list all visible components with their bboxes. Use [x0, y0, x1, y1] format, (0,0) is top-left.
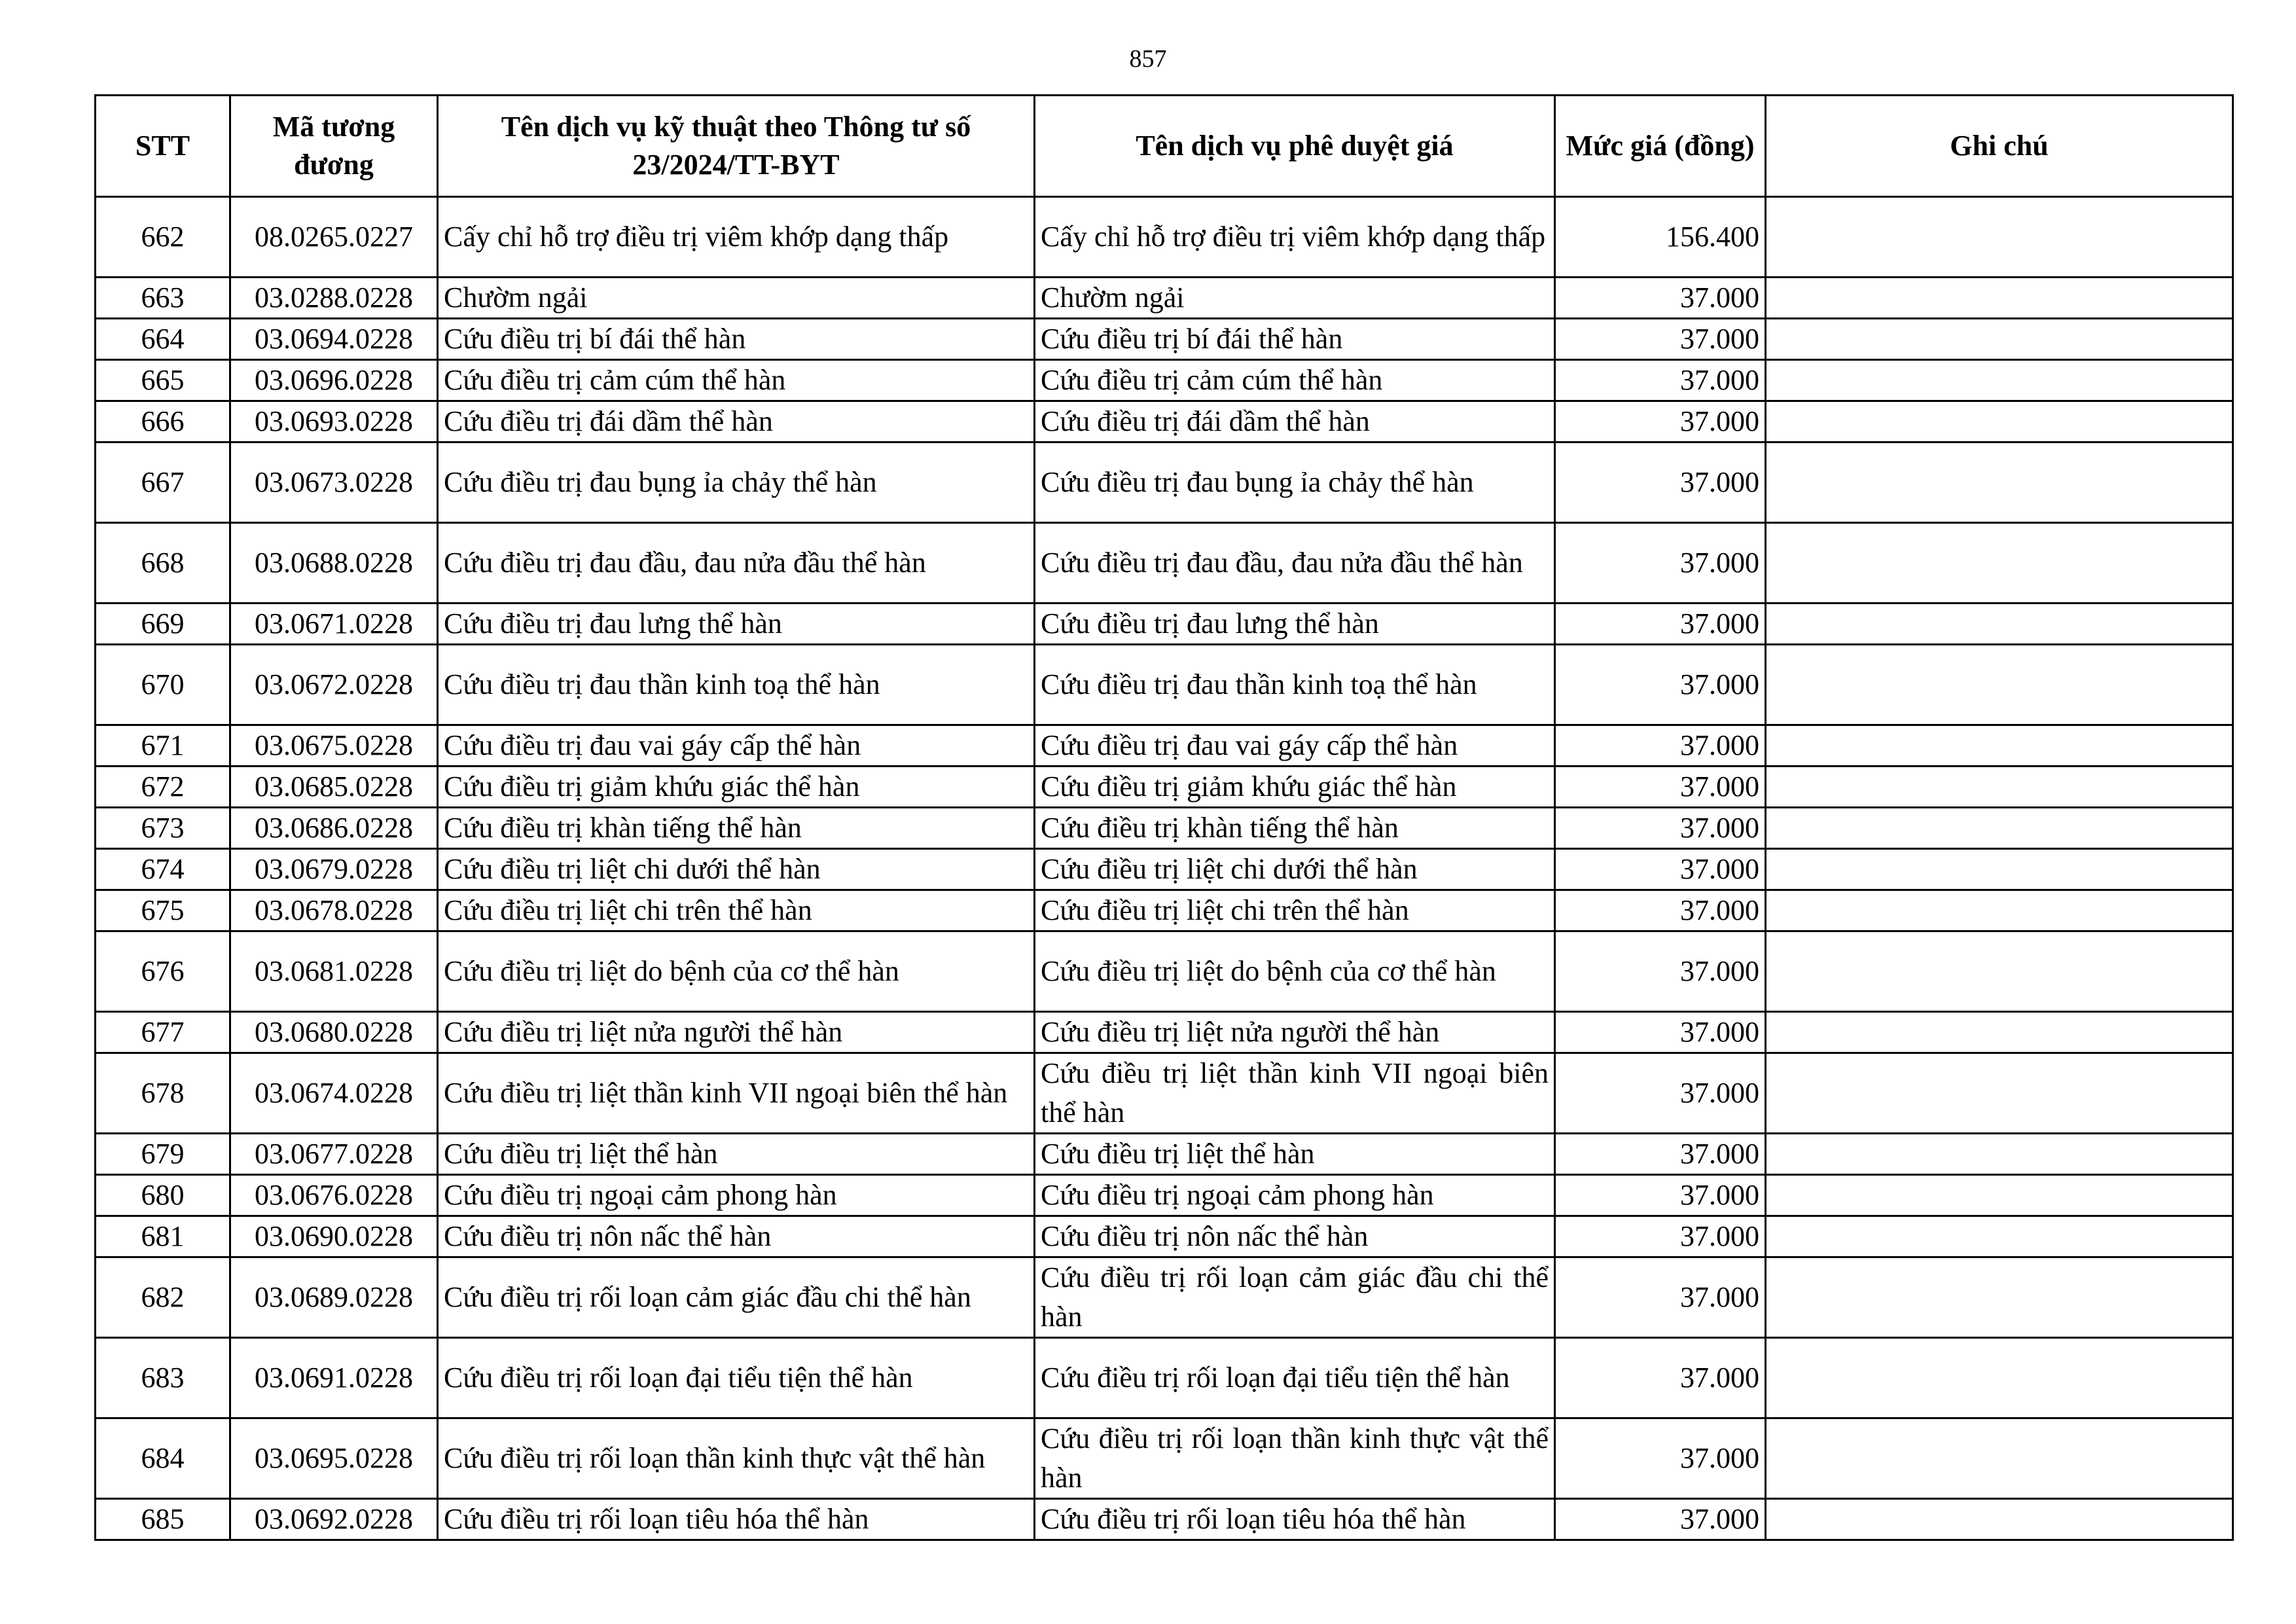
- cell-note: [1766, 319, 2233, 360]
- cell-note: [1766, 197, 2233, 278]
- cell-approved-name: Cứu điều trị liệt nửa người thể hàn: [1035, 1012, 1555, 1053]
- cell-stt: 677: [96, 1012, 230, 1053]
- cell-service-name: Cứu điều trị liệt do bệnh của cơ thể hàn: [438, 931, 1035, 1012]
- cell-approved-name: Cứu điều trị liệt do bệnh của cơ thể hàn: [1035, 931, 1555, 1012]
- cell-code: 03.0675.0228: [230, 725, 438, 767]
- cell-note: [1766, 1053, 2233, 1134]
- cell-service-name: Chườm ngải: [438, 278, 1035, 319]
- cell-stt: 662: [96, 197, 230, 278]
- table-row: [96, 604, 2233, 645]
- cell-price: 37.000: [1555, 931, 1766, 1012]
- cell-price: 37.000: [1555, 767, 1766, 808]
- cell-price: 37.000: [1555, 1418, 1766, 1499]
- cell-service-name: Cứu điều trị đau vai gáy cấp thể hàn: [438, 725, 1035, 767]
- cell-code: 03.0689.0228: [230, 1257, 438, 1338]
- table-row: [96, 931, 2233, 1012]
- cell-note: [1766, 1012, 2233, 1053]
- cell-approved-name: Cấy chỉ hỗ trợ điều trị viêm khớp dạng thấp: [1035, 197, 1555, 278]
- table-row: [96, 808, 2233, 849]
- table-row: [96, 1175, 2233, 1216]
- cell-approved-name: Cứu điều trị đau vai gáy cấp thể hàn: [1035, 725, 1555, 767]
- table-row: [96, 1053, 2233, 1134]
- cell-note: [1766, 1175, 2233, 1216]
- table-row: [96, 1216, 2233, 1257]
- cell-stt: 671: [96, 725, 230, 767]
- cell-service-name: Cứu điều trị khàn tiếng thể hàn: [438, 808, 1035, 849]
- cell-service-name: Cứu điều trị liệt thần kinh VII ngoại biên thể hàn: [438, 1053, 1035, 1134]
- cell-note: [1766, 1216, 2233, 1257]
- price-table: [94, 94, 2234, 1541]
- cell-note: [1766, 1338, 2233, 1418]
- cell-note: [1766, 725, 2233, 767]
- cell-code: 03.0688.0228: [230, 523, 438, 604]
- table-row: [96, 401, 2233, 442]
- cell-approved-name: Cứu điều trị cảm cúm thể hàn: [1035, 360, 1555, 401]
- cell-service-name: Cứu điều trị rối loạn cảm giác đầu chi thể hàn: [438, 1257, 1035, 1338]
- cell-approved-name: Cứu điều trị liệt chi trên thể hàn: [1035, 890, 1555, 931]
- cell-stt: 683: [96, 1338, 230, 1418]
- cell-approved-name: Cứu điều trị đau đầu, đau nửa đầu thể hàn: [1035, 523, 1555, 604]
- table-body: [96, 197, 2233, 1540]
- cell-stt: 678: [96, 1053, 230, 1134]
- cell-price: 37.000: [1555, 725, 1766, 767]
- cell-approved-name: Cứu điều trị nôn nấc thể hàn: [1035, 1216, 1555, 1257]
- cell-service-name: Cứu điều trị cảm cúm thể hàn: [438, 360, 1035, 401]
- cell-service-name: Cứu điều trị đau lưng thể hàn: [438, 604, 1035, 645]
- header-approved-name: Tên dịch vụ phê duyệt giá: [1035, 96, 1555, 197]
- cell-service-name: Cứu điều trị đau đầu, đau nửa đầu thể hàn: [438, 523, 1035, 604]
- cell-code: 03.0680.0228: [230, 1012, 438, 1053]
- cell-stt: 669: [96, 604, 230, 645]
- cell-approved-name: Cứu điều trị đái dầm thể hàn: [1035, 401, 1555, 442]
- cell-service-name: Cứu điều trị rối loạn tiêu hóa thể hàn: [438, 1499, 1035, 1540]
- cell-code: 03.0685.0228: [230, 767, 438, 808]
- table-row: [96, 1338, 2233, 1418]
- cell-approved-name: Cứu điều trị liệt thể hàn: [1035, 1134, 1555, 1175]
- cell-service-name: Cứu điều trị đau thần kinh toạ thể hàn: [438, 645, 1035, 725]
- cell-note: [1766, 808, 2233, 849]
- cell-stt: 679: [96, 1134, 230, 1175]
- cell-code: 03.0696.0228: [230, 360, 438, 401]
- cell-price: 37.000: [1555, 1257, 1766, 1338]
- cell-service-name: Cứu điều trị ngoại cảm phong hàn: [438, 1175, 1035, 1216]
- cell-approved-name: Cứu điều trị ngoại cảm phong hàn: [1035, 1175, 1555, 1216]
- cell-service-name: Cứu điều trị rối loạn thần kinh thực vật thể hàn: [438, 1418, 1035, 1499]
- cell-service-name: Cứu điều trị đái dầm thể hàn: [438, 401, 1035, 442]
- cell-service-name: Cứu điều trị liệt nửa người thể hàn: [438, 1012, 1035, 1053]
- cell-price: 37.000: [1555, 1175, 1766, 1216]
- cell-service-name: Cứu điều trị liệt thể hàn: [438, 1134, 1035, 1175]
- cell-code: 03.0679.0228: [230, 849, 438, 890]
- header-price: Mức giá (đồng): [1555, 96, 1766, 197]
- cell-note: [1766, 1134, 2233, 1175]
- table-row: [96, 767, 2233, 808]
- cell-approved-name: Cứu điều trị liệt chi dưới thể hàn: [1035, 849, 1555, 890]
- cell-stt: 681: [96, 1216, 230, 1257]
- table-row: [96, 725, 2233, 767]
- table-row: [96, 645, 2233, 725]
- cell-stt: 666: [96, 401, 230, 442]
- cell-service-name: Cứu điều trị liệt chi dưới thể hàn: [438, 849, 1035, 890]
- cell-stt: 674: [96, 849, 230, 890]
- table-row: [96, 360, 2233, 401]
- cell-stt: 673: [96, 808, 230, 849]
- cell-price: 37.000: [1555, 645, 1766, 725]
- cell-code: 03.0676.0228: [230, 1175, 438, 1216]
- cell-service-name: Cứu điều trị nôn nấc thể hàn: [438, 1216, 1035, 1257]
- header-note: Ghi chú: [1766, 96, 2233, 197]
- cell-price: 37.000: [1555, 1338, 1766, 1418]
- cell-price: 37.000: [1555, 278, 1766, 319]
- cell-stt: 670: [96, 645, 230, 725]
- cell-note: [1766, 931, 2233, 1012]
- cell-note: [1766, 890, 2233, 931]
- cell-service-name: Cứu điều trị rối loạn đại tiểu tiện thể hàn: [438, 1338, 1035, 1418]
- cell-approved-name: Cứu điều trị rối loạn thần kinh thực vật thể hàn: [1035, 1418, 1555, 1499]
- table-row: [96, 1257, 2233, 1338]
- table-row: [96, 523, 2233, 604]
- cell-code: 03.0672.0228: [230, 645, 438, 725]
- cell-note: [1766, 278, 2233, 319]
- cell-code: 03.0690.0228: [230, 1216, 438, 1257]
- cell-code: 08.0265.0227: [230, 197, 438, 278]
- cell-note: [1766, 442, 2233, 523]
- cell-code: 03.0686.0228: [230, 808, 438, 849]
- table-row: [96, 1418, 2233, 1499]
- cell-price: 37.000: [1555, 604, 1766, 645]
- cell-service-name: Cấy chỉ hỗ trợ điều trị viêm khớp dạng thấp: [438, 197, 1035, 278]
- cell-code: 03.0695.0228: [230, 1418, 438, 1499]
- cell-price: 37.000: [1555, 523, 1766, 604]
- header-stt: STT: [96, 96, 230, 197]
- cell-service-name: Cứu điều trị giảm khứu giác thể hàn: [438, 767, 1035, 808]
- cell-stt: 682: [96, 1257, 230, 1338]
- header-code: Mã tương đương: [230, 96, 438, 197]
- cell-code: 03.0678.0228: [230, 890, 438, 931]
- cell-stt: 675: [96, 890, 230, 931]
- cell-approved-name: Cứu điều trị rối loạn cảm giác đầu chi thể hàn: [1035, 1257, 1555, 1338]
- cell-approved-name: Cứu điều trị liệt thần kinh VII ngoại biên thể hàn: [1035, 1053, 1555, 1134]
- cell-stt: 684: [96, 1418, 230, 1499]
- table-row: [96, 1134, 2233, 1175]
- cell-price: 37.000: [1555, 849, 1766, 890]
- table-row: [96, 1012, 2233, 1053]
- table-row: [96, 849, 2233, 890]
- cell-service-name: Cứu điều trị đau bụng ỉa chảy thể hàn: [438, 442, 1035, 523]
- table-row: [96, 197, 2233, 278]
- cell-price: 37.000: [1555, 360, 1766, 401]
- cell-price: 37.000: [1555, 808, 1766, 849]
- cell-note: [1766, 645, 2233, 725]
- table-row: [96, 278, 2233, 319]
- cell-code: 03.0691.0228: [230, 1338, 438, 1418]
- cell-price: 37.000: [1555, 890, 1766, 931]
- cell-stt: 672: [96, 767, 230, 808]
- cell-note: [1766, 360, 2233, 401]
- cell-approved-name: Cứu điều trị đau thần kinh toạ thể hàn: [1035, 645, 1555, 725]
- cell-price: 37.000: [1555, 442, 1766, 523]
- cell-stt: 685: [96, 1499, 230, 1540]
- cell-service-name: Cứu điều trị liệt chi trên thể hàn: [438, 890, 1035, 931]
- cell-stt: 667: [96, 442, 230, 523]
- cell-note: [1766, 1499, 2233, 1540]
- cell-price: 37.000: [1555, 401, 1766, 442]
- cell-approved-name: Chườm ngải: [1035, 278, 1555, 319]
- cell-code: 03.0674.0228: [230, 1053, 438, 1134]
- cell-code: 03.0671.0228: [230, 604, 438, 645]
- cell-service-name: Cứu điều trị bí đái thể hàn: [438, 319, 1035, 360]
- table-row: [96, 442, 2233, 523]
- cell-approved-name: Cứu điều trị bí đái thể hàn: [1035, 319, 1555, 360]
- cell-code: 03.0694.0228: [230, 319, 438, 360]
- cell-note: [1766, 523, 2233, 604]
- cell-code: 03.0677.0228: [230, 1134, 438, 1175]
- header-service-name: Tên dịch vụ kỹ thuật theo Thông tư số 23/2024/TT-BYT: [438, 96, 1035, 197]
- cell-stt: 676: [96, 931, 230, 1012]
- cell-price: 37.000: [1555, 319, 1766, 360]
- cell-code: 03.0681.0228: [230, 931, 438, 1012]
- cell-note: [1766, 849, 2233, 890]
- table-row: [96, 1499, 2233, 1540]
- page-number: 857: [1129, 45, 1167, 73]
- cell-price: 37.000: [1555, 1499, 1766, 1540]
- cell-price: 37.000: [1555, 1053, 1766, 1134]
- cell-note: [1766, 401, 2233, 442]
- cell-price: 156.400: [1555, 197, 1766, 278]
- table-row: [96, 319, 2233, 360]
- cell-approved-name: Cứu điều trị rối loạn tiêu hóa thể hàn: [1035, 1499, 1555, 1540]
- cell-stt: 664: [96, 319, 230, 360]
- cell-stt: 663: [96, 278, 230, 319]
- cell-note: [1766, 1418, 2233, 1499]
- cell-price: 37.000: [1555, 1134, 1766, 1175]
- cell-approved-name: Cứu điều trị khàn tiếng thể hàn: [1035, 808, 1555, 849]
- cell-code: 03.0673.0228: [230, 442, 438, 523]
- cell-approved-name: Cứu điều trị đau lưng thể hàn: [1035, 604, 1555, 645]
- cell-stt: 680: [96, 1175, 230, 1216]
- table-header-row: [96, 96, 2233, 197]
- cell-stt: 665: [96, 360, 230, 401]
- cell-approved-name: Cứu điều trị đau bụng ỉa chảy thể hàn: [1035, 442, 1555, 523]
- cell-note: [1766, 604, 2233, 645]
- table-row: [96, 890, 2233, 931]
- cell-note: [1766, 767, 2233, 808]
- cell-note: [1766, 1257, 2233, 1338]
- cell-code: 03.0692.0228: [230, 1499, 438, 1540]
- cell-approved-name: Cứu điều trị giảm khứu giác thể hàn: [1035, 767, 1555, 808]
- cell-approved-name: Cứu điều trị rối loạn đại tiểu tiện thể hàn: [1035, 1338, 1555, 1418]
- cell-stt: 668: [96, 523, 230, 604]
- cell-code: 03.0693.0228: [230, 401, 438, 442]
- cell-price: 37.000: [1555, 1216, 1766, 1257]
- cell-price: 37.000: [1555, 1012, 1766, 1053]
- cell-code: 03.0288.0228: [230, 278, 438, 319]
